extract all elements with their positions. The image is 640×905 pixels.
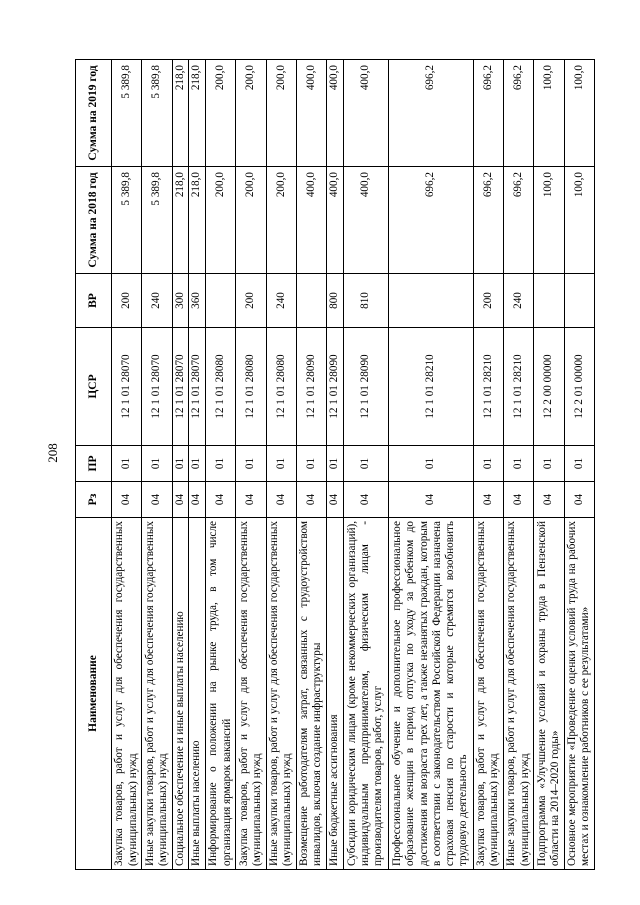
cell-sum-2018: 218,0 <box>189 167 206 274</box>
table-row <box>473 60 503 870</box>
cell-vr <box>389 274 474 328</box>
cell-sum-2019: 400,0 <box>296 60 326 167</box>
cell-sum-2018: 696,2 <box>473 167 503 274</box>
cell-name: Иные закупки товаров, работ и услуг для обеспечения государственных (муниципальных) нужд <box>266 518 296 870</box>
header-sum-2019: Сумма на 2019 год <box>76 60 112 167</box>
cell-rz: 04 <box>112 482 142 518</box>
cell-sum-2019: 200,0 <box>205 60 235 167</box>
cell-pr: 01 <box>327 446 344 482</box>
table-row <box>327 60 344 870</box>
cell-name: Субсидии юридическим лицам (кроме некоммерческих организаций), индивидуальным предпринимателям, физическим лицам - производителям товаров, работ, услуг <box>343 518 388 870</box>
cell-rz: 04 <box>564 482 594 518</box>
cell-vr: 240 <box>266 274 296 328</box>
cell-name: Иные закупки товаров, работ и услуг для обеспечения государственных (муниципальных) нужд <box>142 518 172 870</box>
cell-sum-2018: 400,0 <box>327 167 344 274</box>
cell-csr: 12 1 01 28070 <box>142 328 172 446</box>
cell-vr: 300 <box>172 274 189 328</box>
cell-rz: 04 <box>389 482 474 518</box>
cell-pr: 01 <box>534 446 564 482</box>
table-row <box>189 60 206 870</box>
cell-rz: 04 <box>327 482 344 518</box>
cell-rz: 04 <box>142 482 172 518</box>
cell-pr: 01 <box>172 446 189 482</box>
table-row <box>172 60 189 870</box>
cell-name: Закупка товаров, работ и услуг для обеспечения государственных (муниципальных) нужд <box>112 518 142 870</box>
cell-sum-2019: 5 389,8 <box>112 60 142 167</box>
cell-sum-2018: 5 389,8 <box>112 167 142 274</box>
cell-sum-2019: 218,0 <box>172 60 189 167</box>
cell-sum-2018: 100,0 <box>564 167 594 274</box>
cell-csr: 12 1 01 28070 <box>172 328 189 446</box>
table-row <box>343 60 388 870</box>
header-sum-2018: Сумма на 2018 год <box>76 167 112 274</box>
table-row <box>236 60 266 870</box>
cell-rz: 04 <box>189 482 206 518</box>
cell-rz: 04 <box>534 482 564 518</box>
table-row <box>504 60 534 870</box>
header-csr: ЦСР <box>76 328 112 446</box>
cell-rz: 04 <box>296 482 326 518</box>
cell-vr: 810 <box>343 274 388 328</box>
cell-pr: 01 <box>504 446 534 482</box>
cell-pr: 01 <box>564 446 594 482</box>
cell-vr <box>564 274 594 328</box>
cell-rz: 04 <box>343 482 388 518</box>
cell-vr: 200 <box>236 274 266 328</box>
cell-vr <box>534 274 564 328</box>
cell-sum-2019: 5 389,8 <box>142 60 172 167</box>
cell-sum-2018: 200,0 <box>236 167 266 274</box>
cell-pr: 01 <box>266 446 296 482</box>
cell-sum-2019: 696,2 <box>504 60 534 167</box>
header-pr: ПР <box>76 446 112 482</box>
cell-sum-2019: 696,2 <box>389 60 474 167</box>
table-row <box>112 60 142 870</box>
cell-rz: 04 <box>504 482 534 518</box>
cell-vr: 200 <box>473 274 503 328</box>
cell-sum-2019: 696,2 <box>473 60 503 167</box>
cell-sum-2019: 200,0 <box>236 60 266 167</box>
cell-name: Основное мероприятие «Проведение оценки условий труда на рабочих местах и ознакомление работников с ее результатами» <box>564 518 594 870</box>
cell-csr: 12 1 01 28070 <box>189 328 206 446</box>
cell-rz: 04 <box>172 482 189 518</box>
cell-rz: 04 <box>236 482 266 518</box>
cell-sum-2019: 100,0 <box>534 60 564 167</box>
cell-vr: 800 <box>327 274 344 328</box>
cell-name: Закупка товаров, работ и услуг для обеспечения государственных (муниципальных) нужд <box>473 518 503 870</box>
cell-sum-2018: 200,0 <box>205 167 235 274</box>
cell-rz: 04 <box>266 482 296 518</box>
cell-name: Закупка товаров, работ и услуг для обеспечения государственных (муниципальных) нужд <box>236 518 266 870</box>
cell-pr: 01 <box>205 446 235 482</box>
cell-sum-2018: 200,0 <box>266 167 296 274</box>
cell-pr: 01 <box>296 446 326 482</box>
cell-sum-2019: 100,0 <box>564 60 594 167</box>
cell-name: Социальное обеспечение и иные выплаты населению <box>172 518 189 870</box>
table-row <box>296 60 326 870</box>
cell-pr: 01 <box>389 446 474 482</box>
cell-sum-2018: 400,0 <box>343 167 388 274</box>
cell-pr: 01 <box>343 446 388 482</box>
cell-vr: 240 <box>504 274 534 328</box>
cell-pr: 01 <box>142 446 172 482</box>
cell-sum-2019: 400,0 <box>343 60 388 167</box>
cell-vr: 200 <box>112 274 142 328</box>
cell-name: Иные закупки товаров, работ и услуг для обеспечения государственных (муниципальных) нужд <box>504 518 534 870</box>
cell-sum-2019: 200,0 <box>266 60 296 167</box>
cell-csr: 12 1 01 28080 <box>205 328 235 446</box>
cell-vr <box>205 274 235 328</box>
cell-sum-2018: 400,0 <box>296 167 326 274</box>
cell-name: Информирование о положении на рынке труда, в том числе организация ярмарок вакансий <box>205 518 235 870</box>
cell-csr: 12 1 01 28210 <box>389 328 474 446</box>
header-rz: Рз <box>76 482 112 518</box>
cell-csr: 12 1 01 28080 <box>236 328 266 446</box>
cell-name: Возмещение работодателям затрат, связанных с трудоустройством инвалидов, включая создание инфраструктуры <box>296 518 326 870</box>
cell-sum-2019: 218,0 <box>189 60 206 167</box>
cell-pr: 01 <box>112 446 142 482</box>
cell-csr: 12 2 01 00000 <box>564 328 594 446</box>
cell-vr: 360 <box>189 274 206 328</box>
table-row <box>534 60 564 870</box>
table-row <box>266 60 296 870</box>
cell-csr: 12 1 01 28080 <box>266 328 296 446</box>
cell-csr: 12 1 01 28210 <box>504 328 534 446</box>
cell-csr: 12 1 01 28210 <box>473 328 503 446</box>
cell-csr: 12 1 01 28070 <box>112 328 142 446</box>
header-name: Наименование <box>76 518 112 870</box>
table-row <box>389 60 474 870</box>
table-row <box>142 60 172 870</box>
budget-table <box>75 59 595 870</box>
cell-name: Профессиональное обучение и дополнительное профессиональное образование женщин в период отпуска по уходу за ребенком до достижения им возраста трех лет, а также незанятых граждан, которым в соответствии с законодательством Российской Федерации назначена страховая пенсия по старости и которые стремятся возобновить трудовую деятельность <box>389 518 474 870</box>
cell-sum-2018: 696,2 <box>389 167 474 274</box>
table-row <box>205 60 235 870</box>
cell-csr: 12 1 01 28090 <box>327 328 344 446</box>
cell-name: Иные выплаты населению <box>189 518 206 870</box>
cell-sum-2018: 696,2 <box>504 167 534 274</box>
cell-sum-2018: 5 389,8 <box>142 167 172 274</box>
page-number: 208 <box>45 443 60 463</box>
cell-rz: 04 <box>473 482 503 518</box>
cell-sum-2018: 100,0 <box>534 167 564 274</box>
cell-sum-2018: 218,0 <box>172 167 189 274</box>
cell-sum-2019: 400,0 <box>327 60 344 167</box>
cell-vr <box>296 274 326 328</box>
cell-csr: 12 1 01 28090 <box>343 328 388 446</box>
cell-rz: 04 <box>205 482 235 518</box>
cell-vr: 240 <box>142 274 172 328</box>
cell-csr: 12 1 01 28090 <box>296 328 326 446</box>
cell-pr: 01 <box>189 446 206 482</box>
cell-pr: 01 <box>236 446 266 482</box>
header-vr: ВР <box>76 274 112 328</box>
cell-pr: 01 <box>473 446 503 482</box>
table-row <box>564 60 594 870</box>
cell-name: Подпрограмма «Улучшение условий и охраны труда в Пензенской области на 2014–2020 годы» <box>534 518 564 870</box>
rotated-table-container <box>75 60 595 870</box>
cell-csr: 12 2 00 00000 <box>534 328 564 446</box>
cell-name: Иные бюджетные ассигнования <box>327 518 344 870</box>
